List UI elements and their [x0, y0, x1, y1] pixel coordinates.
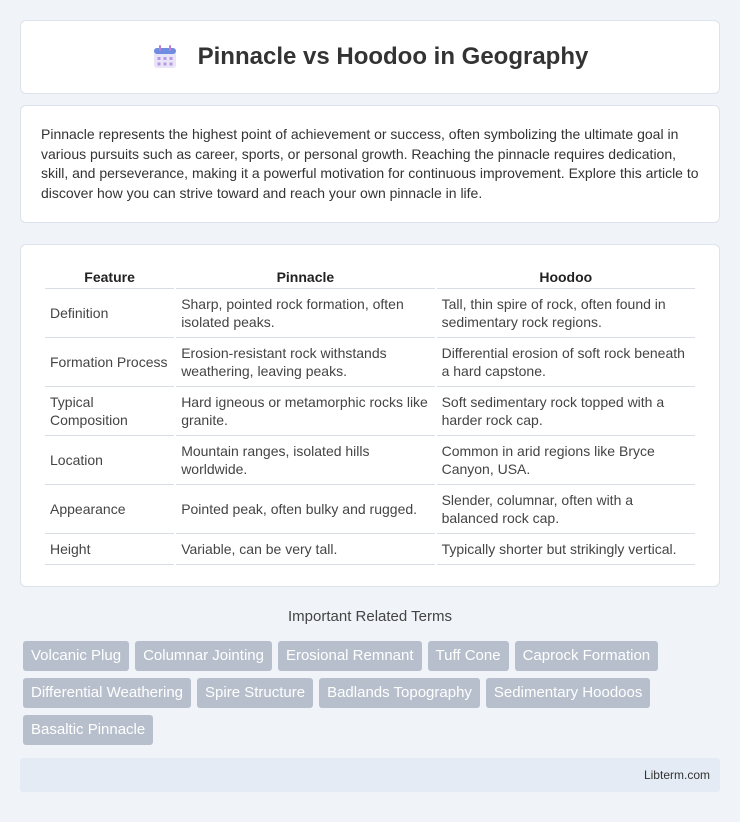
- related-term-tag[interactable]: Columnar Jointing: [135, 641, 272, 671]
- intro-text: Pinnacle represents the highest point of achievement or success, often symbolizing the ultimate goal in various pursuits such as career, sports, or personal growth. Reaching the pinnacle requires dedication, skill, and perseverance, making it a powerful motivation for continuous improvement. Explore this article to discover how you can strive toward and reach your own pinnacle in life.: [41, 126, 699, 201]
- calendar-icon: [152, 44, 178, 70]
- related-term-tag[interactable]: Spire Structure: [197, 678, 313, 708]
- related-term-tag[interactable]: Tuff Cone: [428, 641, 509, 671]
- comparison-card: [20, 244, 720, 587]
- header-pinnacle: Pinnacle: [176, 265, 434, 289]
- related-term-tag[interactable]: Basaltic Pinnacle: [23, 715, 153, 745]
- feature-cell: Location: [45, 436, 174, 485]
- pinnacle-cell: Hard igneous or metamorphic rocks like granite.: [176, 387, 434, 436]
- pinnacle-cell: Mountain ranges, isolated hills worldwide.: [176, 436, 434, 485]
- header-card: [20, 20, 720, 94]
- hoodoo-cell: Typically shorter but strikingly vertical.: [437, 534, 695, 565]
- table-row: [45, 387, 695, 436]
- pinnacle-cell: Sharp, pointed rock formation, often isolated peaks.: [176, 289, 434, 338]
- footer-site-link[interactable]: Libterm.com: [643, 768, 710, 782]
- related-term-tag[interactable]: Sedimentary Hoodoos: [486, 678, 650, 708]
- related-terms-list: [23, 641, 723, 752]
- related-term-tag[interactable]: Volcanic Plug: [23, 641, 129, 671]
- hoodoo-cell: Common in arid regions like Bryce Canyon, USA.: [437, 436, 695, 485]
- intro-card: [20, 105, 720, 223]
- page-title: Pinnacle vs Hoodoo in Geography: [197, 43, 589, 70]
- feature-cell: Height: [45, 534, 174, 565]
- feature-cell: Appearance: [45, 485, 174, 534]
- feature-cell: Definition: [45, 289, 174, 338]
- table-row: [45, 436, 695, 485]
- table-row: [45, 485, 695, 534]
- comparison-table: [43, 265, 697, 565]
- pinnacle-cell: Erosion-resistant rock withstands weathering, leaving peaks.: [176, 338, 434, 387]
- feature-cell: Formation Process: [45, 338, 174, 387]
- pinnacle-cell: Pointed peak, often bulky and rugged.: [176, 485, 434, 534]
- related-term-tag[interactable]: Caprock Formation: [515, 641, 659, 671]
- related-terms-title: Important Related Terms: [288, 608, 452, 625]
- related-term-tag[interactable]: Erosional Remnant: [278, 641, 422, 671]
- table-header-row: [45, 265, 695, 289]
- feature-cell: Typical Composition: [45, 387, 174, 436]
- hoodoo-cell: Tall, thin spire of rock, often found in sedimentary rock regions.: [437, 289, 695, 338]
- related-term-tag[interactable]: Badlands Topography: [319, 678, 480, 708]
- hoodoo-cell: Slender, columnar, often with a balanced rock cap.: [437, 485, 695, 534]
- hoodoo-cell: Differential erosion of soft rock beneath a hard capstone.: [437, 338, 695, 387]
- table-row: [45, 289, 695, 338]
- table-row: [45, 338, 695, 387]
- header-feature: Feature: [45, 265, 174, 289]
- header-hoodoo: Hoodoo: [437, 265, 695, 289]
- hoodoo-cell: Soft sedimentary rock topped with a harder rock cap.: [437, 387, 695, 436]
- related-term-tag[interactable]: Differential Weathering: [23, 678, 191, 708]
- footer: [20, 758, 720, 792]
- pinnacle-cell: Variable, can be very tall.: [176, 534, 434, 565]
- table-row: [45, 534, 695, 565]
